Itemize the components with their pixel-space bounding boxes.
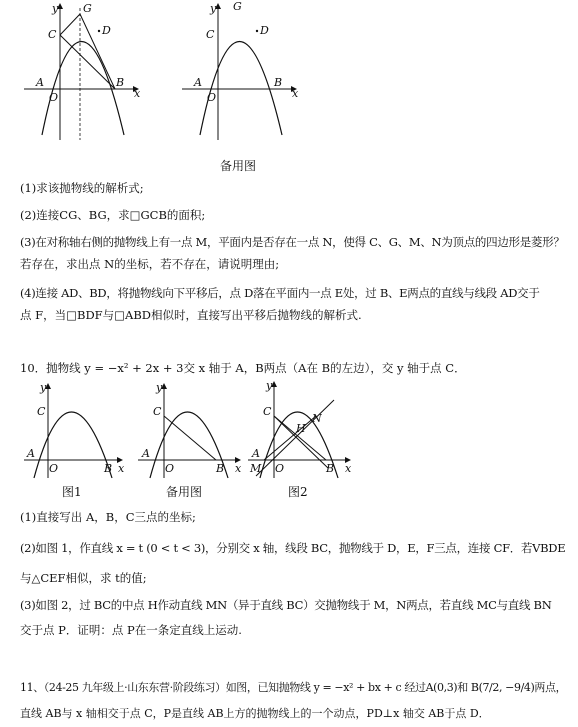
fig2-G-label: G [233,0,242,13]
q9-part4-line2: 点 F，当□BDF与□ABD相似时，直接写出平移后抛物线的解析式. [20,308,362,322]
q10-fig3-O: O [275,462,285,475]
fig2-C-label: C [206,28,215,41]
q10-fig3-C: C [263,405,272,418]
fig1-O-label: O [49,91,59,104]
q10-fig1-A: A [27,447,35,460]
q10-fig3-H: H [296,422,306,435]
q11-stem-line1: 11、（24-25 九年级上·山东东营·阶段练习）如图，已知抛物线 y = −x² + bx + c 经过A(0,3)和 B(7/2, −9/4)两点， [20,681,567,694]
q10-fig3-B: B [326,462,335,475]
q10-part3-line1: (3)如图 2，过 BC的中点 H作动直线 MN（异于直线 BC）交抛物线于 M，N两点，若直线 MC与直线 BN [20,598,552,612]
q10-fig2-A: A [142,447,150,460]
q10-part3-line2: 交于点 P．证明：点 P在一条定直线上运动. [20,623,242,637]
q10-figure-1 [22,380,130,500]
q9-figure-1 [20,0,150,145]
q9-part1: (1)求该抛物线的解析式; [20,181,144,195]
q10-stem: 10．抛物线 y = −x² + 2x + 3交 x 轴于 A，B两点（A在 B的左边），交 y 轴于点 C． [20,361,466,375]
fig1-x-label: x [134,87,141,100]
fig2-caption: 备用图 [220,159,257,173]
q9-part4-line1: (4)连接 AD、BD，将抛物线向下平移后，点 D落在平面内一点 E处，过 B、E两点的直线与线段 AD交于 [20,286,540,300]
q9-part3-line2: 若存在，求出点 N的坐标，若不存在，请说明理由; [20,257,280,271]
q10-fig2-C: C [153,405,162,418]
q9-figure-2 [178,0,308,175]
fig1-B-label: B [116,76,125,89]
q10-fig3-x: x [345,462,352,475]
q10-fig3-A: A [252,447,260,460]
q10-fig2-y: y [156,381,163,394]
q10-part2-line1: (2)如图 1，作直线 x = t (0 < t < 3)，分别交 x 轴，线段 BC，抛物线于 D，E，F三点，连接 CF．若VBDE [20,541,566,555]
q10-fig1-B: B [104,462,113,475]
q11-stem-line2: 直线 AB与 x 轴相交于点 C，P是直线 AB上方的抛物线上的一个动点，PD⊥x 轴交 AB于点 D． [20,707,490,720]
q10-fig3-N: N [312,412,322,425]
q10-fig2-caption: 备用图 [166,485,203,499]
q10-fig3-caption: 图2 [288,485,308,499]
fig1-G-label: G [83,2,92,15]
q10-figure-2 [136,380,248,500]
fig2-O-label: O [207,91,217,104]
fig1-y-label: y [52,2,59,15]
q10-figure-3 [246,378,358,500]
fig2-D-label: D [260,24,269,37]
fig1-D-label: D [102,24,111,37]
q10-fig1-C: C [37,405,46,418]
q9-part3-line1: (3)在对称轴右侧的抛物线上有一点 M，平面内是否存在一点 N，使得 C、G、M、N为顶点的四边形是菱形？ [20,235,565,249]
q10-part1: (1)直接写出 A，B，C三点的坐标; [20,510,196,524]
q10-fig3-y: y [266,379,273,392]
q10-fig2-B: B [216,462,225,475]
q10-fig1-y: y [40,381,47,394]
q10-fig1-caption: 图1 [62,485,82,499]
fig2-A-label: A [194,76,202,89]
fig1-A-label: A [36,76,44,89]
q10-part2-line2: 与△CEF相似，求 t的值; [20,571,147,585]
q9-part2: (2)连接CG、BG，求□GCB的面积; [20,208,206,222]
fig1-C-label: C [48,28,57,41]
fig2-B-label: B [274,76,283,89]
q10-fig2-x: x [235,462,242,475]
q10-fig2-O: O [165,462,175,475]
q10-fig1-x: x [118,462,125,475]
fig2-x-label: x [292,87,299,100]
q10-fig1-O: O [49,462,59,475]
fig2-y-label: y [210,2,217,15]
q10-fig3-M: M [250,462,262,475]
